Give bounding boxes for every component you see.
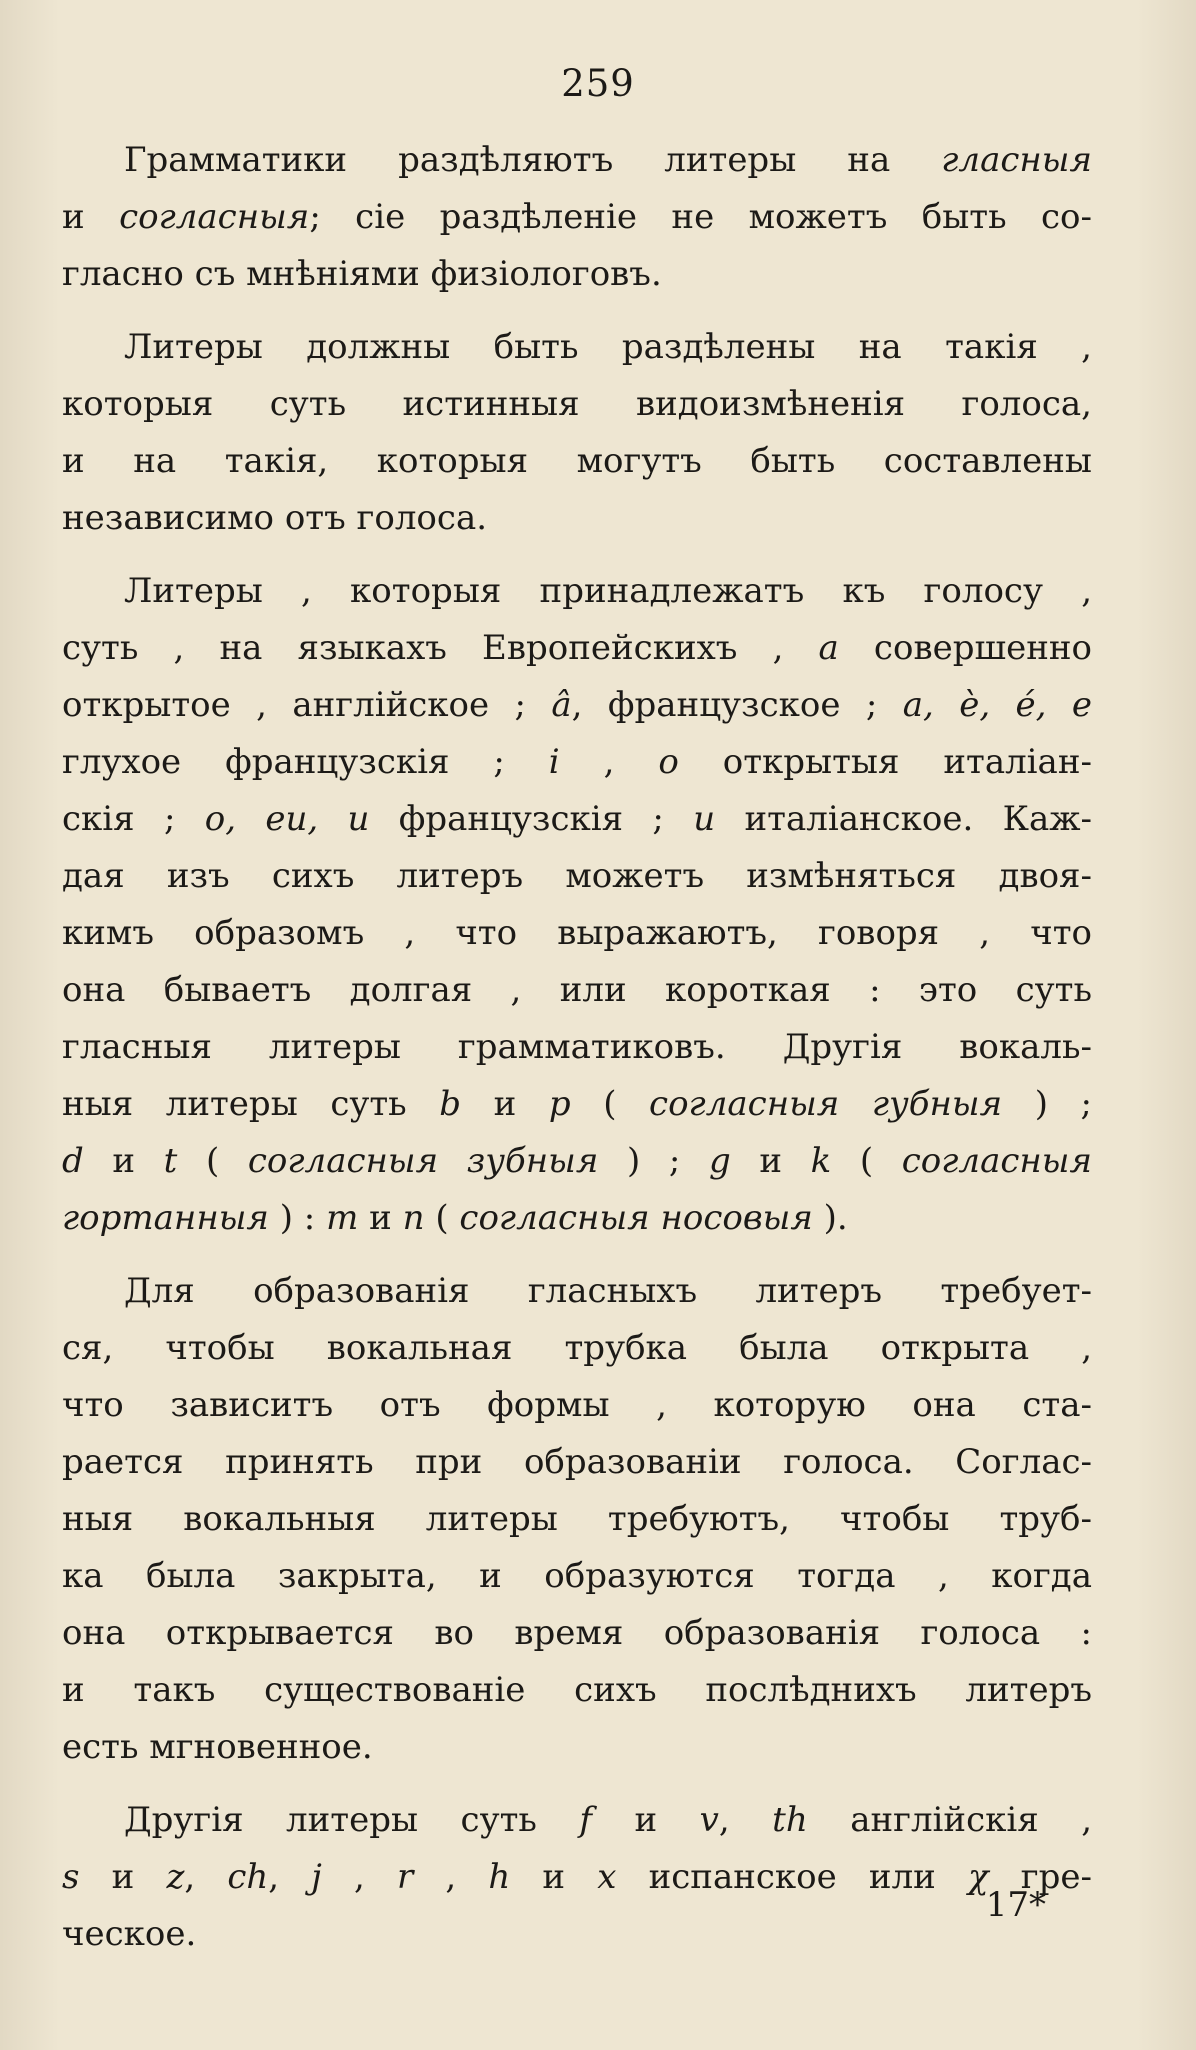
text-line xyxy=(62,1662,1092,1719)
italic-text: согласныя носовыя xyxy=(459,1198,813,1238)
text-line xyxy=(62,490,1092,547)
text-line xyxy=(62,246,1092,303)
text-line xyxy=(62,1906,1092,1963)
italic-text: согласныя xyxy=(901,1141,1092,1181)
text-line xyxy=(62,1377,1092,1434)
text-line xyxy=(62,319,1092,376)
signature-mark: 17* xyxy=(985,1885,1046,1925)
italic-text: f xyxy=(579,1800,592,1840)
text-run: Литеры должны быть раздѣлены на такія , xyxy=(124,327,1092,367)
text-run: и xyxy=(83,1141,164,1181)
text-run: , xyxy=(718,1800,773,1840)
text-run: дая изъ сихъ литеръ можетъ измѣняться двоя- xyxy=(62,856,1092,896)
text-run: и xyxy=(510,1857,598,1897)
paragraph xyxy=(62,563,1092,1247)
text-run: ныя вокальныя литеры требуютъ, чтобы труб- xyxy=(62,1499,1092,1539)
italic-text: k xyxy=(810,1141,832,1181)
italic-text: o, eu, u xyxy=(204,799,370,839)
text-line xyxy=(62,189,1092,246)
text-run: Грамматики раздѣляютъ литеры на xyxy=(124,140,942,180)
italic-text: j xyxy=(311,1857,322,1897)
text-line xyxy=(62,905,1092,962)
page-number: 259 xyxy=(561,62,635,105)
text-run: и xyxy=(62,197,120,237)
text-run: , xyxy=(413,1857,489,1897)
text-line xyxy=(62,563,1092,620)
text-run: гласныя литеры грамматиковъ. Другія вокаль- xyxy=(62,1027,1092,1067)
italic-text: χ xyxy=(968,1857,989,1897)
text-run: глухое французскія ; xyxy=(62,742,549,782)
text-line xyxy=(62,1019,1092,1076)
text-run: , французское ; xyxy=(571,685,903,725)
italic-text: b xyxy=(439,1084,462,1124)
text-line xyxy=(62,1719,1092,1776)
italic-text: ch xyxy=(227,1857,269,1897)
text-run: что зависитъ отъ формы , которую она ста- xyxy=(62,1385,1092,1425)
text-run: Литеры , которыя принадлежатъ къ голосу , xyxy=(124,571,1092,611)
text-run: открытыя италіан- xyxy=(678,742,1092,782)
italic-text: а xyxy=(818,628,839,668)
text-run: гре- xyxy=(988,1857,1092,1897)
italic-text: согласныя губныя xyxy=(649,1084,1003,1124)
italic-text: v xyxy=(699,1800,719,1840)
text-run: ческое. xyxy=(62,1914,197,1954)
text-run: ( xyxy=(424,1198,460,1238)
text-line xyxy=(62,1263,1092,1320)
text-run: ( xyxy=(831,1141,902,1181)
text-line xyxy=(62,1320,1092,1377)
text-line xyxy=(62,962,1092,1019)
text-run: она бываетъ долгая , или короткая : это суть xyxy=(62,970,1092,1010)
italic-text: z xyxy=(166,1857,185,1897)
text-run: рается принять при образованіи голоса. Соглас- xyxy=(62,1442,1092,1482)
text-run: , xyxy=(184,1857,228,1897)
text-run: , xyxy=(321,1857,397,1897)
text-line xyxy=(62,1792,1092,1849)
text-run: ( xyxy=(177,1141,248,1181)
text-run: ( xyxy=(570,1084,650,1124)
italic-text: s xyxy=(62,1857,80,1897)
text-run: ) ; xyxy=(1002,1084,1093,1124)
italic-text: t xyxy=(163,1141,178,1181)
italic-text: d xyxy=(62,1141,84,1181)
italic-text: i xyxy=(548,742,560,782)
text-line xyxy=(62,1491,1092,1548)
text-line xyxy=(62,376,1092,433)
text-run: и такъ существованіе сихъ послѣднихъ литеръ xyxy=(62,1670,1092,1710)
italic-text: g xyxy=(708,1141,731,1181)
text-run: и xyxy=(592,1800,700,1840)
italic-text: согласныя xyxy=(119,197,310,237)
italic-text: n xyxy=(402,1198,425,1238)
text-run: ся, чтобы вокальная трубка была открыта , xyxy=(62,1328,1092,1368)
paragraph xyxy=(62,132,1092,303)
text-run: Для образованія гласныхъ литеръ требует- xyxy=(124,1271,1092,1311)
text-run: ныя литеры суть xyxy=(62,1084,440,1124)
paragraph xyxy=(62,1792,1092,1963)
italic-text: u xyxy=(693,799,716,839)
text-line xyxy=(62,132,1092,189)
text-run: ; сіе раздѣленіе не можетъ быть со- xyxy=(309,197,1092,237)
text-run: , xyxy=(268,1857,312,1897)
italic-text: p xyxy=(548,1084,571,1124)
text-run: англійскія , xyxy=(807,1800,1092,1840)
text-run: кимъ образомъ , что выражаютъ, говоря , что xyxy=(62,913,1092,953)
text-run: и xyxy=(730,1141,811,1181)
text-run: и xyxy=(79,1857,167,1897)
text-run: ) : xyxy=(268,1198,327,1238)
text-run: французскія ; xyxy=(369,799,694,839)
italic-text: o xyxy=(658,742,679,782)
text-run: совершенно xyxy=(838,628,1092,668)
text-line xyxy=(62,848,1092,905)
text-run: суть , на языкахъ Европейскихъ , xyxy=(62,628,819,668)
text-run: ). xyxy=(812,1198,848,1238)
text-run: испанское или xyxy=(616,1857,969,1897)
paragraph xyxy=(62,319,1092,547)
text-run: и xyxy=(358,1198,403,1238)
text-run: Другія литеры суть xyxy=(124,1800,580,1840)
italic-text: x xyxy=(597,1857,617,1897)
text-line xyxy=(62,433,1092,490)
italic-text: гортанныя xyxy=(62,1198,269,1238)
text-run: , xyxy=(559,742,659,782)
italic-text: h xyxy=(488,1857,511,1897)
text-run: независимо отъ голоса. xyxy=(62,498,488,538)
text-run: ка была закрыта, и образуются тогда , когда xyxy=(62,1556,1092,1596)
text-line xyxy=(62,1605,1092,1662)
text-run: ) ; xyxy=(598,1141,709,1181)
body-text xyxy=(62,132,1092,1979)
text-line xyxy=(62,1133,1092,1190)
italic-text: m xyxy=(326,1198,359,1238)
text-run: и xyxy=(461,1084,549,1124)
paragraph xyxy=(62,1263,1092,1776)
text-line xyxy=(62,1190,1092,1247)
text-run: есть мгновенное. xyxy=(62,1727,373,1767)
text-line xyxy=(62,791,1092,848)
text-line xyxy=(62,1434,1092,1491)
text-run: она открывается во время образованія голоса : xyxy=(62,1613,1092,1653)
text-line xyxy=(62,1849,1092,1906)
text-run: скія ; xyxy=(62,799,205,839)
italic-text: гласныя xyxy=(941,140,1092,180)
text-line xyxy=(62,620,1092,677)
text-run: и на такія, которыя могутъ быть составлены xyxy=(62,441,1092,481)
italic-text: th xyxy=(772,1800,808,1840)
text-run: которыя суть истинныя видоизмѣненія голоса, xyxy=(62,384,1092,424)
text-run: гласно съ мнѣніями физіологовъ. xyxy=(62,254,662,294)
italic-text: согласныя зубныя xyxy=(247,1141,599,1181)
text-line xyxy=(62,677,1092,734)
text-line xyxy=(62,1548,1092,1605)
italic-text: r xyxy=(396,1857,414,1897)
text-line xyxy=(62,734,1092,791)
text-line xyxy=(62,1076,1092,1133)
italic-text: â xyxy=(551,685,572,725)
text-run: открытое , англійское ; xyxy=(62,685,552,725)
text-run: италіанское. Каж- xyxy=(715,799,1092,839)
italic-text: a, è, é, e xyxy=(902,685,1093,725)
